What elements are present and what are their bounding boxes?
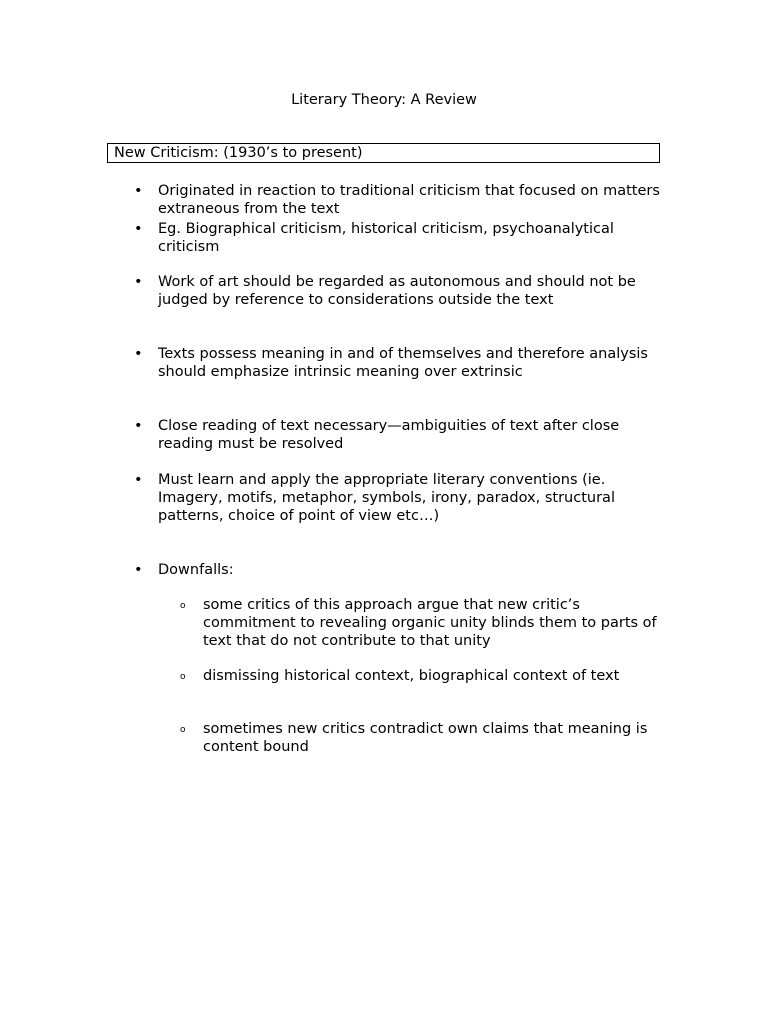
sub-list-item-text: some critics of this approach argue that new critic’s commitment to revealing organic unity blinds them to parts of text that do not contribute to that unity	[203, 597, 657, 649]
bullet-marker: •	[134, 418, 143, 434]
list-item-text: Work of art should be regarded as autonomous and should not be judged by reference to considerations outside the text	[158, 274, 636, 308]
bullet-marker: •	[134, 274, 143, 290]
list-item-text: Close reading of text necessary—ambiguities of text after close reading must be resolved	[158, 418, 620, 452]
sub-bullet-marker: o	[180, 725, 186, 735]
bullet-marker: •	[134, 183, 143, 199]
bullet-marker: •	[134, 472, 143, 488]
list-item-text: Downfalls:	[158, 562, 234, 578]
list-item-text: Texts possess meaning in and of themselves and therefore analysis should emphasize intrinsic meaning over extrinsic	[158, 346, 648, 380]
sub-bullet-marker: o	[180, 672, 186, 682]
list-item-text: Must learn and apply the appropriate literary conventions (ie. Imagery, motifs, metaphor, symbols, irony, paradox, structural patterns, choice of point of view etc…)	[158, 472, 615, 524]
document-title: Literary Theory: A Review	[291, 92, 477, 108]
bullet-marker: •	[134, 346, 143, 362]
bullet-marker: •	[134, 221, 143, 237]
list-item-text: Originated in reaction to traditional criticism that focused on matters extraneous from the text	[158, 183, 660, 217]
list-item-text: Eg. Biographical criticism, historical criticism, psychoanalytical criticism	[158, 221, 614, 255]
bullet-marker: •	[134, 562, 143, 578]
sub-list-item-text: dismissing historical context, biographical context of text	[203, 668, 620, 684]
section-heading-box	[107, 143, 660, 163]
sub-list-item-text: sometimes new critics contradict own claims that meaning is content bound	[203, 721, 648, 755]
sub-bullet-marker: o	[180, 601, 186, 611]
section-heading: New Criticism: (1930’s to present)	[114, 145, 363, 161]
